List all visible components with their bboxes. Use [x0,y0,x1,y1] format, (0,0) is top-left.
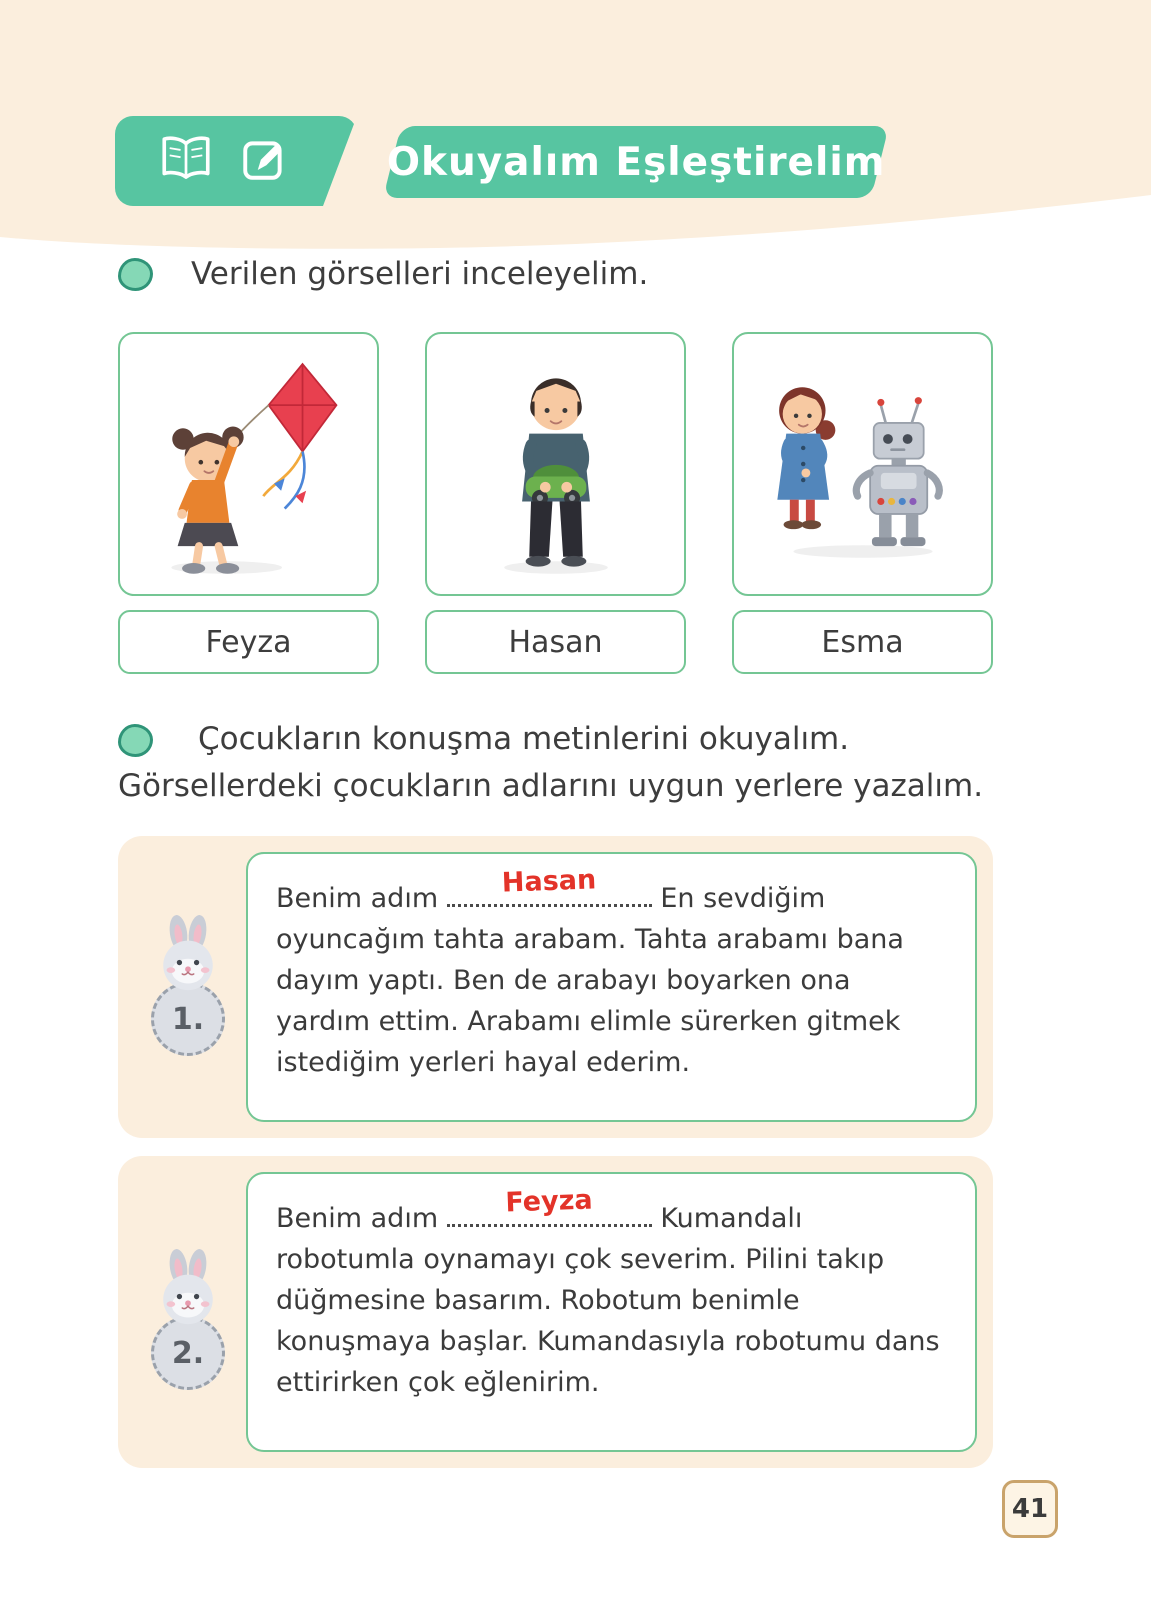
bullet-icon [118,258,153,291]
girl-with-robot-illustration [747,348,979,580]
passage-number: 2. [171,1335,205,1371]
passage-1-marker [140,912,236,1056]
rabbit-icon [148,912,228,994]
image-card-feyza [118,332,379,596]
passage-box-2 [118,1156,993,1468]
answer-text-1: Hasan [501,864,597,899]
image-card-hasan [425,332,686,596]
page-number: 41 [1011,1494,1049,1524]
answer-text-2: Feyza [505,1184,594,1219]
passage-2-marker [140,1246,236,1390]
page-title: Okuyalım Eşleştirelim [386,139,886,185]
name-label: Esma [821,624,904,660]
instruction-1-text: Verilen görselleri inceleyelim. [191,256,649,292]
passage-prefix: Benim adım [276,883,439,914]
passage-prefix: Benim adım [276,1203,439,1234]
book-icon [157,130,215,193]
passage-1-text-bubble [246,852,977,1122]
edit-pencil-icon [239,134,289,189]
passage-2-text-bubble [246,1172,977,1452]
instruction-1 [118,256,648,292]
name-cards-row [118,610,993,674]
name-label: Hasan [508,624,603,660]
name-card-hasan [425,610,686,674]
image-cards-row [118,332,993,596]
rabbit-icon [148,1246,228,1328]
header-icons-banner [115,116,357,206]
image-card-esma [732,332,993,596]
girl-flying-kite-illustration [133,348,365,580]
passage-1-text [276,864,947,1083]
instruction-2-text: Çocukların konuşma metinlerini okuyalım. Görsellerdeki çocukların adlarını uygun yerlere yazalım. [118,721,984,804]
name-label: Feyza [205,624,292,660]
name-card-feyza [118,610,379,674]
name-card-esma [732,610,993,674]
page-number-badge [1002,1480,1058,1538]
answer-blank-2[interactable] [447,1184,652,1227]
boy-with-toy-car-illustration [440,348,672,580]
passage-2-text [276,1184,947,1403]
passage-box-1 [118,836,993,1138]
passage-body: Kumandalı robotumla oynamayı çok severim. Pilini takıp düğmesine basarım. Robotum benimle konuşmaya başlar. Kumandasıyla robotumu dans ettirirken çok eğlenirim. [276,1203,940,1399]
header-title-banner [383,126,889,198]
answer-blank-1[interactable] [447,864,652,907]
passage-number: 1. [171,1001,205,1037]
passage-body: En sevdiğim oyuncağım tahta arabam. Tahta arabamı bana dayım yaptı. Ben de arabayı boyarken ona yardım ettim. Arabamı elimle sürerken gitmek istediğim yerleri hayal ederim. [276,883,904,1079]
